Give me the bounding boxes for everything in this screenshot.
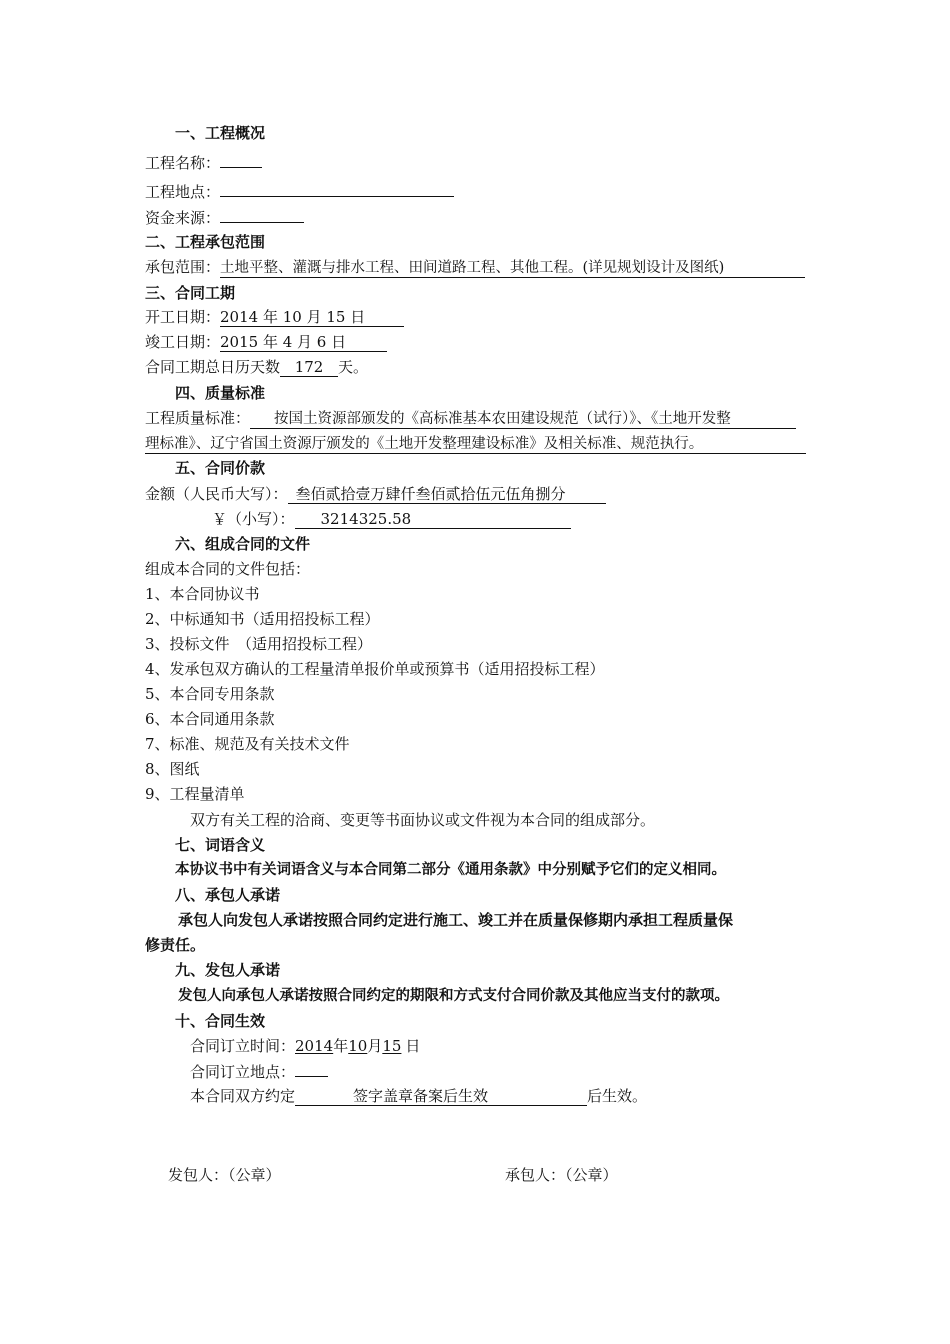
document-item: 3、投标文件 （适用招投标工程） xyxy=(145,635,373,653)
amount-lower-label: ￥（小写）： xyxy=(212,510,295,528)
contractor-signature: 承包人：（公章） xyxy=(505,1166,618,1184)
section-3-title: 三、合同工期 xyxy=(145,284,236,302)
effective-row xyxy=(190,1086,647,1106)
section-2-title: 二、工程承包范围 xyxy=(145,233,266,251)
total-days-value: 172 xyxy=(280,358,338,377)
amount-lower-value: 3214325.58 xyxy=(295,510,571,529)
terms-text: 本协议书中有关词语含义与本合同第二部分《通用条款》中分别赋予它们的定义相同。 xyxy=(175,862,726,878)
effective-prefix: 本合同双方约定 xyxy=(190,1087,296,1105)
end-date-label: 竣工日期： xyxy=(145,333,221,351)
document-item: 4、发承包双方确认的工程量清单报价单或预算书（适用招投标工程） xyxy=(145,660,605,678)
scope-label: 承包范围： xyxy=(145,258,221,276)
quality-line-1 xyxy=(145,408,796,429)
section-6-title: 六、组成合同的文件 xyxy=(175,535,311,553)
contract-day: 15 xyxy=(382,1037,402,1055)
project-location-row xyxy=(145,181,454,202)
quality-line-2 xyxy=(145,433,806,454)
documents-note: 双方有关工程的洽商、变更等书面协议或文件视为本合同的组成部分。 xyxy=(190,811,656,829)
project-location-label: 工程地点： xyxy=(145,183,221,201)
section-7-title: 七、词语含义 xyxy=(175,836,266,854)
start-date-value: 2014 年 10 月 15 日 xyxy=(220,308,404,327)
section-1-title: 一、工程概况 xyxy=(175,124,266,142)
section-5-title: 五、合同价款 xyxy=(175,459,266,477)
start-date-row xyxy=(145,307,404,327)
contract-place-label: 合同订立地点： xyxy=(190,1063,296,1081)
document-item: 5、本合同专用条款 xyxy=(145,685,275,703)
section-9-title: 九、发包人承诺 xyxy=(175,961,281,979)
employer-promise: 发包人向承包人承诺按照合同约定的期限和方式支付合同价款及其他应当支付的款项。 xyxy=(178,988,729,1004)
contract-date-row xyxy=(190,1036,420,1056)
quality-text-2: 理标准》、辽宁省国土资源厅颁发的《土地开发整理建设标准》及相关标准、规范执行。 xyxy=(145,435,806,454)
project-name-label: 工程名称： xyxy=(145,154,221,172)
section-10-title: 十、合同生效 xyxy=(175,1012,266,1030)
document-item: 7、标准、规范及有关技术文件 xyxy=(145,735,350,753)
amount-lower-row xyxy=(212,509,571,529)
quality-text-1: 按国土资源部颁发的《高标准基本农田建设规范（试行）》、《土地开发整 xyxy=(250,410,796,429)
contractor-promise-1: 承包人向发包人承诺按照合同约定进行施工、竣工并在质量保修期内承担工程质量保 xyxy=(178,911,734,929)
end-date-value: 2015 年 4 月 6 日 xyxy=(220,333,387,352)
document-item: 8、图纸 xyxy=(145,760,200,778)
document-item: 2、中标通知书（适用招投标工程） xyxy=(145,610,380,628)
project-name-row xyxy=(145,152,262,173)
amount-upper-label: 金额（人民币大写）： xyxy=(145,485,288,503)
year-unit: 年 xyxy=(333,1037,349,1055)
scope-row xyxy=(145,257,805,278)
contractor-promise-2: 修责任。 xyxy=(145,936,206,954)
total-days-unit: 天。 xyxy=(338,358,369,376)
document-item: 6、本合同通用条款 xyxy=(145,710,275,728)
section-8-title: 八、承包人承诺 xyxy=(175,886,281,904)
section-4-title: 四、质量标准 xyxy=(175,384,266,402)
contract-place-field[interactable] xyxy=(295,1061,328,1077)
project-name-field[interactable] xyxy=(220,152,262,168)
fund-source-row xyxy=(145,207,304,228)
contract-year: 2014 xyxy=(295,1037,334,1055)
fund-source-label: 资金来源： xyxy=(145,209,221,227)
amount-upper-row xyxy=(145,484,606,504)
contract-place-row xyxy=(190,1061,328,1082)
document-item: 9、工程量清单 xyxy=(145,785,245,803)
month-unit: 月 xyxy=(367,1037,383,1055)
project-location-field[interactable] xyxy=(220,181,454,197)
quality-label: 工程质量标准： xyxy=(145,409,251,427)
employer-signature: 发包人：（公章） xyxy=(168,1166,281,1184)
amount-upper-value: 叁佰贰拾壹万肆仟叁佰贰拾伍元伍角捌分 xyxy=(288,485,606,504)
contract-date-label: 合同订立时间： xyxy=(190,1037,296,1055)
effective-condition: 签字盖章备案后生效 xyxy=(295,1087,587,1106)
start-date-label: 开工日期： xyxy=(145,308,221,326)
document-item: 1、本合同协议书 xyxy=(145,585,260,603)
day-unit: 日 xyxy=(405,1037,421,1055)
fund-source-field[interactable] xyxy=(220,207,304,223)
total-days-label: 合同工期总日历天数 xyxy=(145,358,281,376)
end-date-row xyxy=(145,332,387,352)
contract-month: 10 xyxy=(348,1037,368,1055)
documents-intro: 组成本合同的文件包括： xyxy=(145,560,311,578)
scope-value: 土地平整、灌溉与排水工程、田间道路工程、其他工程。(详见规划设计及图纸) xyxy=(220,259,805,278)
effective-suffix: 后生效。 xyxy=(587,1087,648,1105)
total-days-row xyxy=(145,357,368,377)
